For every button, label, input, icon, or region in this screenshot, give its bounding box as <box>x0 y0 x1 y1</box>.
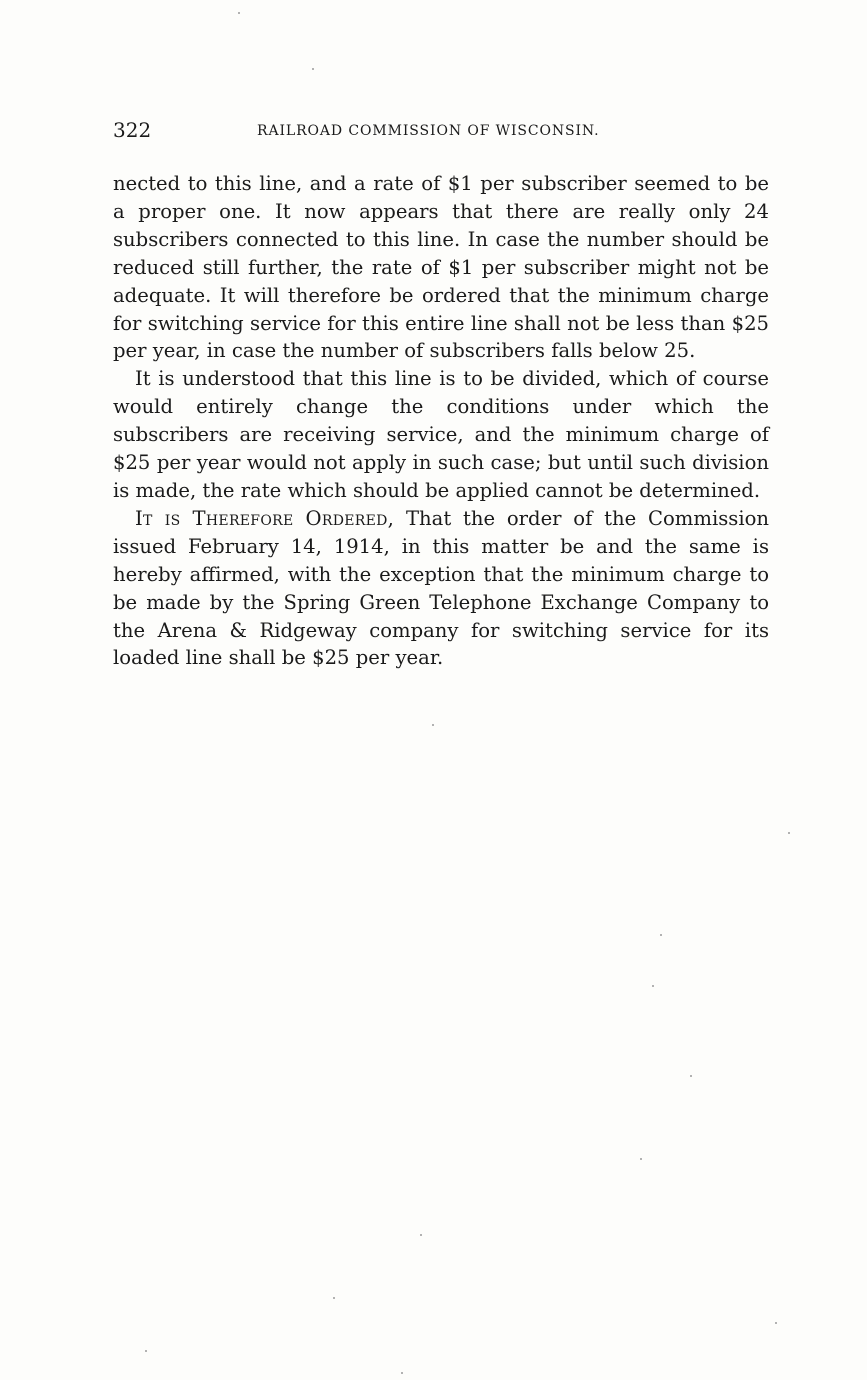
body-text <box>113 170 769 672</box>
paragraph-2: It is understood that this line is to be divided, which of course would entirely change the conditions under which the subscribers are receiving service, and the minimum charge of $25 per year would not apply in such case; but until such division is made, the rate which should be applied cannot be determined. <box>113 367 769 502</box>
scan-speck <box>401 1372 403 1374</box>
scan-speck <box>420 1234 422 1236</box>
scan-speck <box>690 1075 692 1077</box>
page-number: 322 <box>113 118 152 142</box>
scan-speck <box>652 985 654 987</box>
scan-speck <box>312 68 314 70</box>
order-lead-in: It is Therefore Ordered, <box>135 506 395 530</box>
page-header <box>113 117 769 143</box>
paragraph-1: nected to this line, and a rate of $1 per subscriber seemed to be a proper one. It now appears that there are really only 24 subscribers connected to this line. In case the number should be reduced still further, the rate of $1 per subscriber might not be adequate. It will therefore be ordered that the minimum charge for switching service for this entire line shall not be less than $25 per year, in case the number of subscribers falls below 25. <box>113 172 769 363</box>
running-head: RAILROAD COMMISSION OF WISCONSIN. <box>257 123 600 139</box>
scan-speck <box>775 1322 777 1324</box>
scan-speck <box>333 1297 335 1299</box>
scan-speck <box>788 832 790 834</box>
scan-speck <box>238 12 240 14</box>
scan-speck <box>660 934 662 936</box>
paragraph-3 <box>113 505 769 672</box>
scan-speck <box>145 1350 147 1352</box>
order-text: That the order of the Commission issued February 14, 1914, in this matter be and the same is hereby affirmed, with the exception that the minimum charge to be made by the Spring Green Telephone Exchange Company to the Arena & Ridgeway company for switching service for its loaded line shall be $25 per year. <box>113 506 769 670</box>
scan-speck <box>640 1158 642 1160</box>
scan-speck <box>432 724 434 726</box>
